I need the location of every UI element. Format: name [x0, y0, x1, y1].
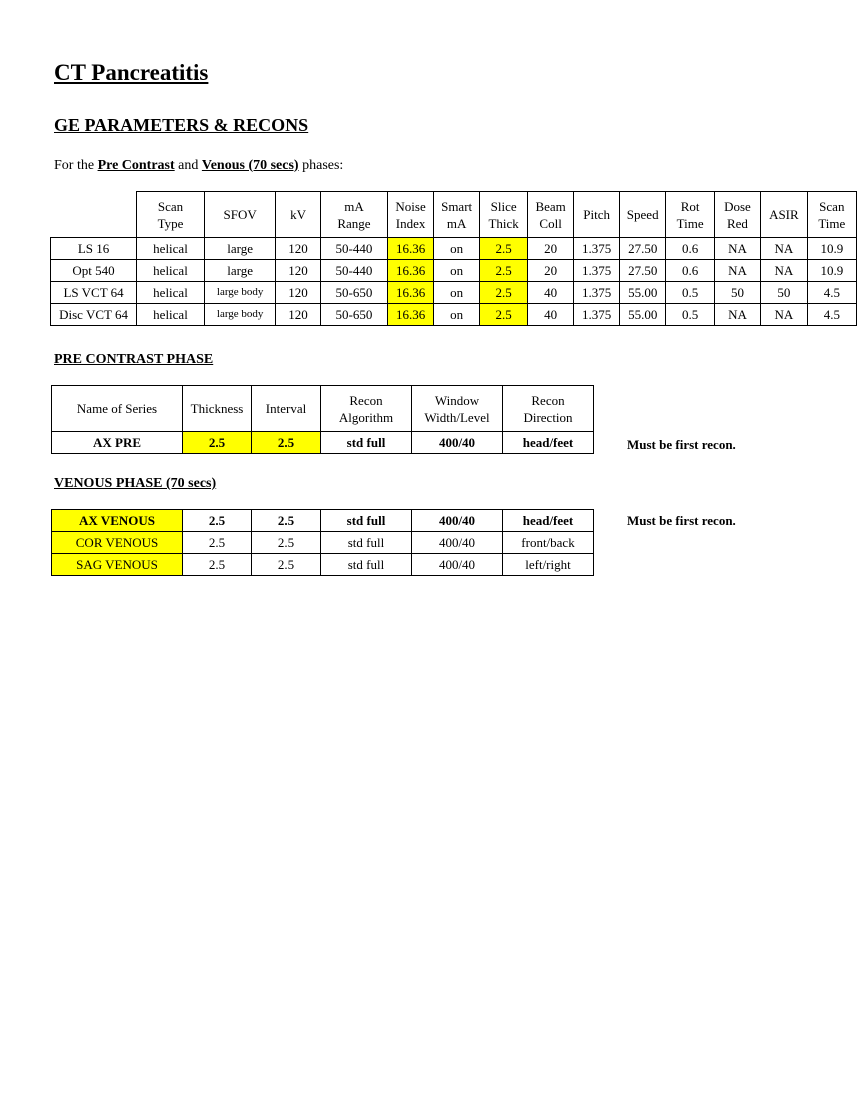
table-row — [51, 304, 857, 326]
table-cell: 50-440 — [320, 260, 388, 282]
table-cell: 55.00 — [619, 282, 666, 304]
table-cell: large body — [204, 282, 276, 304]
table-row — [52, 432, 594, 454]
table-cell: 0.5 — [666, 304, 714, 326]
table-cell: 27.50 — [619, 260, 666, 282]
header-line-1: Noise — [395, 198, 426, 214]
header-line-1: Scan — [157, 198, 184, 214]
column-header — [51, 192, 137, 238]
page-title: CT Pancreatitis — [54, 60, 209, 85]
table-cell: 20 — [527, 238, 574, 260]
table-cell: AX VENOUS — [52, 510, 183, 532]
header-line-1: Name of Series — [76, 401, 158, 416]
table-cell: 0.6 — [666, 260, 714, 282]
table-cell: helical — [137, 282, 205, 304]
table-cell: COR VENOUS — [52, 532, 183, 554]
header-line-2: Width/Level — [424, 409, 490, 425]
table-cell: 4.5 — [807, 304, 856, 326]
column-header — [807, 192, 856, 238]
header-line-1: Interval — [265, 401, 307, 416]
table-cell: NA — [714, 238, 760, 260]
table-cell: 50-440 — [320, 238, 388, 260]
table-cell: 2.5 — [183, 554, 252, 576]
table-cell: NA — [714, 304, 760, 326]
header-line-2: mA — [446, 215, 467, 231]
table-cell: 2.5 — [252, 432, 321, 454]
table-cell: 1.375 — [574, 238, 620, 260]
column-header — [204, 192, 276, 238]
pre-contrast-heading: PRE CONTRAST PHASE — [54, 352, 214, 367]
table-cell: 16.36 — [388, 238, 434, 260]
table-cell: 400/40 — [412, 554, 503, 576]
table-cell: 2.5 — [480, 282, 527, 304]
column-header — [619, 192, 666, 238]
pre-contrast-table — [51, 385, 594, 454]
table-cell: SAG VENOUS — [52, 554, 183, 576]
header-line-1: Thickness — [190, 401, 244, 416]
table-row — [51, 238, 857, 260]
table-cell: 55.00 — [619, 304, 666, 326]
table-cell: 16.36 — [388, 282, 434, 304]
column-header — [761, 192, 807, 238]
venous-heading: VENOUS PHASE (70 secs) — [54, 476, 217, 491]
table-cell: left/right — [503, 554, 594, 576]
table-cell: 1.375 — [574, 260, 620, 282]
header-line-1: mA — [344, 198, 364, 214]
header-line-2: Time — [676, 215, 704, 231]
table-row — [51, 282, 857, 304]
column-header — [574, 192, 620, 238]
table-cell: 10.9 — [807, 238, 856, 260]
header-line-1: SFOV — [223, 207, 257, 222]
header-line-1: Dose — [724, 198, 751, 214]
table-cell: 120 — [276, 238, 320, 260]
table-cell: 2.5 — [480, 238, 527, 260]
column-header — [320, 192, 388, 238]
table-cell: LS 16 — [51, 238, 137, 260]
column-header — [388, 192, 434, 238]
table-cell: 50-650 — [320, 304, 388, 326]
header-line-2: Direction — [523, 409, 573, 425]
intro-phase-venous: Venous (70 secs) — [201, 158, 299, 173]
table-cell: 1.375 — [574, 304, 620, 326]
table-cell: head/feet — [503, 432, 594, 454]
header-line-2: Time — [818, 215, 846, 231]
table-cell: 40 — [527, 304, 574, 326]
table-cell: AX PRE — [52, 432, 183, 454]
table-header-row — [52, 386, 594, 432]
table-cell: std full — [321, 510, 412, 532]
column-header — [321, 386, 412, 432]
column-header — [52, 386, 183, 432]
table-cell: 1.375 — [574, 282, 620, 304]
table-cell: 2.5 — [480, 260, 527, 282]
table-cell: 27.50 — [619, 238, 666, 260]
column-header — [527, 192, 574, 238]
intro-text — [54, 158, 343, 174]
header-line-2: Algorithm — [338, 409, 394, 425]
header-line-1: Recon — [531, 392, 565, 408]
table-cell: 4.5 — [807, 282, 856, 304]
intro-suffix: phases: — [298, 158, 344, 173]
table-cell: std full — [321, 432, 412, 454]
header-line-1: Slice — [490, 198, 517, 214]
venous-note: Must be first recon. — [627, 513, 736, 528]
table-cell: NA — [714, 260, 760, 282]
table-cell: on — [433, 238, 480, 260]
header-line-1: Window — [434, 392, 480, 408]
table-cell: 2.5 — [252, 532, 321, 554]
table-cell: 2.5 — [183, 532, 252, 554]
table-cell: 2.5 — [183, 510, 252, 532]
column-header — [433, 192, 480, 238]
table-cell: helical — [137, 238, 205, 260]
table-cell: NA — [761, 260, 807, 282]
table-cell: Opt 540 — [51, 260, 137, 282]
table-cell: 120 — [276, 260, 320, 282]
table-cell: 0.5 — [666, 282, 714, 304]
column-header — [412, 386, 503, 432]
table-cell: front/back — [503, 532, 594, 554]
table-cell: 2.5 — [252, 510, 321, 532]
intro-phase-pre: Pre Contrast — [97, 158, 175, 173]
table-cell: helical — [137, 304, 205, 326]
column-header — [276, 192, 320, 238]
table-cell: 10.9 — [807, 260, 856, 282]
pre-note: Must be first recon. — [627, 437, 736, 452]
table-cell: 50-650 — [320, 282, 388, 304]
section-title: GE PARAMETERS & RECONS — [54, 115, 309, 135]
table-row — [52, 510, 594, 532]
header-line-1: Recon — [349, 392, 383, 408]
header-line-2: Index — [395, 215, 426, 231]
header-line-1: Speed — [626, 207, 659, 222]
table-cell: 50 — [761, 282, 807, 304]
table-header-row — [51, 192, 857, 238]
header-line-1: Pitch — [583, 207, 611, 222]
table-cell: std full — [321, 532, 412, 554]
table-cell: large body — [204, 304, 276, 326]
header-line-1: Rot — [680, 198, 700, 214]
header-line-2: Coll — [539, 215, 562, 231]
column-header — [252, 386, 321, 432]
table-cell: 0.6 — [666, 238, 714, 260]
table-cell: head/feet — [503, 510, 594, 532]
table-row — [52, 554, 594, 576]
table-cell: on — [433, 260, 480, 282]
intro-prefix: For the — [54, 158, 98, 173]
column-header — [666, 192, 714, 238]
table-cell: NA — [761, 304, 807, 326]
table-cell: NA — [761, 238, 807, 260]
column-header — [714, 192, 760, 238]
venous-table — [51, 509, 594, 576]
table-cell: 120 — [276, 282, 320, 304]
header-line-1: Scan — [819, 198, 845, 214]
table-cell: LS VCT 64 — [51, 282, 137, 304]
header-line-2: Range — [337, 215, 371, 231]
table-cell: 400/40 — [412, 532, 503, 554]
table-cell: on — [433, 282, 480, 304]
header-line-2: Red — [726, 215, 748, 231]
header-line-2: Type — [157, 215, 184, 231]
table-cell: 16.36 — [388, 260, 434, 282]
table-cell: 40 — [527, 282, 574, 304]
table-cell: 2.5 — [480, 304, 527, 326]
table-cell: helical — [137, 260, 205, 282]
column-header — [503, 386, 594, 432]
table-cell: 50 — [714, 282, 760, 304]
table-cell: Disc VCT 64 — [51, 304, 137, 326]
table-cell: std full — [321, 554, 412, 576]
table-cell: 400/40 — [412, 432, 503, 454]
header-line-1: Beam — [535, 198, 566, 214]
column-header — [137, 192, 205, 238]
table-cell: 20 — [527, 260, 574, 282]
header-line-2: Thick — [488, 215, 519, 231]
table-cell: on — [433, 304, 480, 326]
intro-and: and — [174, 158, 202, 173]
column-header — [183, 386, 252, 432]
table-cell: large — [204, 238, 276, 260]
table-cell: 2.5 — [183, 432, 252, 454]
table-cell: 120 — [276, 304, 320, 326]
table-cell: 400/40 — [412, 510, 503, 532]
parameters-table — [50, 191, 857, 326]
column-header — [480, 192, 527, 238]
header-line-1: kV — [290, 207, 306, 222]
table-cell: 16.36 — [388, 304, 434, 326]
table-row — [52, 532, 594, 554]
table-row — [51, 260, 857, 282]
table-cell: 2.5 — [252, 554, 321, 576]
table-cell: large — [204, 260, 276, 282]
header-line-1: Smart — [441, 198, 473, 214]
header-line-1: ASIR — [769, 207, 799, 222]
